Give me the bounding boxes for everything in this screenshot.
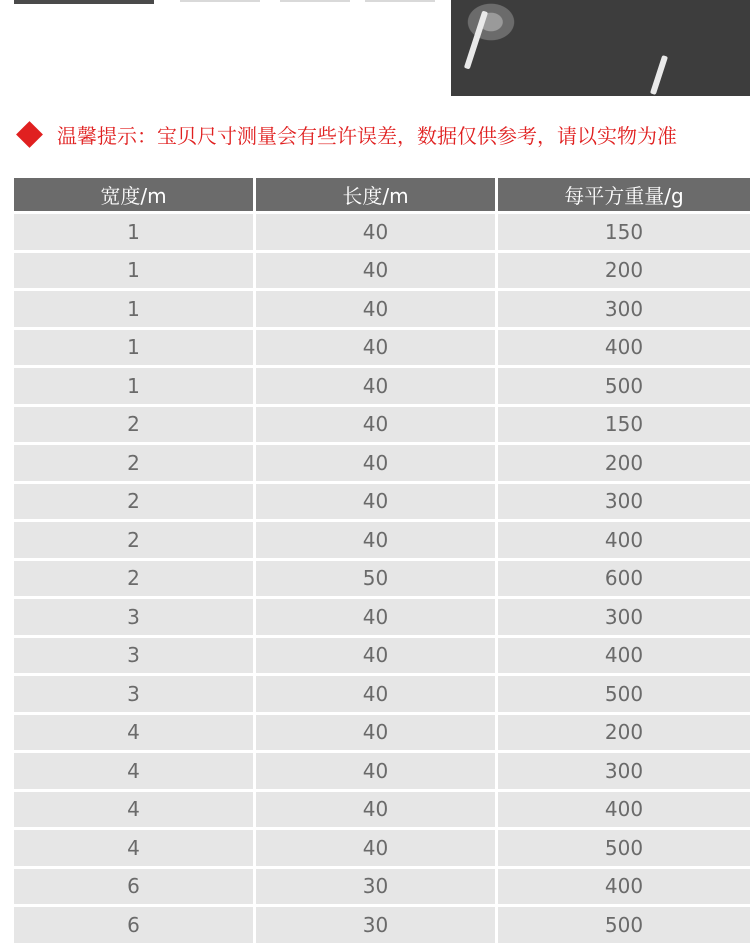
cell-length: 40 bbox=[256, 715, 498, 754]
cell-weight: 500 bbox=[498, 368, 750, 407]
cell-length: 40 bbox=[256, 484, 498, 523]
roll-band bbox=[650, 55, 668, 95]
cell-weight: 500 bbox=[498, 676, 750, 715]
cell-width: 4 bbox=[14, 753, 256, 792]
cell-length: 30 bbox=[256, 869, 498, 908]
cell-length: 40 bbox=[256, 253, 498, 292]
cell-weight: 200 bbox=[498, 445, 750, 484]
cell-weight: 200 bbox=[498, 715, 750, 754]
cell-width: 6 bbox=[14, 869, 256, 908]
table-row bbox=[14, 715, 750, 754]
cell-width: 1 bbox=[14, 291, 256, 330]
header-tab-bar bbox=[14, 0, 154, 4]
table-row bbox=[14, 253, 750, 292]
notice-bar bbox=[14, 118, 677, 150]
cell-weight: 300 bbox=[498, 753, 750, 792]
spec-table bbox=[14, 178, 750, 946]
cell-width: 2 bbox=[14, 522, 256, 561]
cell-weight: 400 bbox=[498, 792, 750, 831]
cell-weight: 300 bbox=[498, 291, 750, 330]
cell-weight: 400 bbox=[498, 869, 750, 908]
cell-length: 40 bbox=[256, 676, 498, 715]
table-header-row bbox=[14, 178, 750, 214]
cell-width: 4 bbox=[14, 792, 256, 831]
table-row bbox=[14, 291, 750, 330]
cell-length: 40 bbox=[256, 792, 498, 831]
cell-width: 2 bbox=[14, 561, 256, 600]
cell-width: 4 bbox=[14, 715, 256, 754]
table-row bbox=[14, 522, 750, 561]
cell-width: 1 bbox=[14, 214, 256, 253]
cell-length: 40 bbox=[256, 753, 498, 792]
cell-weight: 500 bbox=[498, 830, 750, 869]
cell-weight: 150 bbox=[498, 214, 750, 253]
table-row bbox=[14, 330, 750, 369]
cell-weight: 300 bbox=[498, 484, 750, 523]
cell-width: 1 bbox=[14, 330, 256, 369]
header-length: 长度/m bbox=[256, 178, 498, 214]
cell-length: 40 bbox=[256, 291, 498, 330]
table-row bbox=[14, 599, 750, 638]
table-row bbox=[14, 869, 750, 908]
table-row bbox=[14, 484, 750, 523]
cell-weight: 400 bbox=[498, 638, 750, 677]
cell-width: 1 bbox=[14, 368, 256, 407]
felt-rolls-photo bbox=[451, 0, 750, 96]
cell-weight: 300 bbox=[498, 599, 750, 638]
table-row bbox=[14, 676, 750, 715]
table-row bbox=[14, 638, 750, 677]
header-weight: 每平方重量/g bbox=[498, 178, 750, 214]
cell-length: 40 bbox=[256, 599, 498, 638]
cell-weight: 400 bbox=[498, 330, 750, 369]
cell-width: 3 bbox=[14, 676, 256, 715]
cell-weight: 400 bbox=[498, 522, 750, 561]
top-banner bbox=[0, 0, 750, 100]
cell-length: 40 bbox=[256, 638, 498, 677]
table-row bbox=[14, 792, 750, 831]
table-row bbox=[14, 214, 750, 253]
cell-length: 50 bbox=[256, 561, 498, 600]
divider bbox=[180, 0, 260, 2]
divider bbox=[280, 0, 350, 2]
cell-width: 4 bbox=[14, 830, 256, 869]
cell-weight: 150 bbox=[498, 407, 750, 446]
cell-width: 2 bbox=[14, 407, 256, 446]
cell-width: 1 bbox=[14, 253, 256, 292]
notice-text: 温馨提示：宝贝尺寸测量会有些许误差，数据仅供参考，请以实物为准 bbox=[57, 123, 677, 148]
table-row bbox=[14, 830, 750, 869]
table-row bbox=[14, 445, 750, 484]
cell-length: 40 bbox=[256, 330, 498, 369]
cell-length: 40 bbox=[256, 830, 498, 869]
table-row bbox=[14, 561, 750, 600]
cell-width: 2 bbox=[14, 445, 256, 484]
cell-width: 3 bbox=[14, 599, 256, 638]
table-row bbox=[14, 407, 750, 446]
table-row bbox=[14, 907, 750, 946]
cell-length: 40 bbox=[256, 445, 498, 484]
table-row bbox=[14, 753, 750, 792]
cell-width: 2 bbox=[14, 484, 256, 523]
divider bbox=[365, 0, 435, 2]
cell-width: 6 bbox=[14, 907, 256, 946]
cell-weight: 200 bbox=[498, 253, 750, 292]
roll-band bbox=[464, 11, 488, 70]
cell-weight: 500 bbox=[498, 907, 750, 946]
table-row bbox=[14, 368, 750, 407]
cell-length: 30 bbox=[256, 907, 498, 946]
cell-length: 40 bbox=[256, 214, 498, 253]
red-diamond-icon bbox=[16, 121, 43, 148]
cell-weight: 600 bbox=[498, 561, 750, 600]
cell-length: 40 bbox=[256, 407, 498, 446]
cell-length: 40 bbox=[256, 368, 498, 407]
cell-length: 40 bbox=[256, 522, 498, 561]
cell-width: 3 bbox=[14, 638, 256, 677]
header-width: 宽度/m bbox=[14, 178, 256, 214]
